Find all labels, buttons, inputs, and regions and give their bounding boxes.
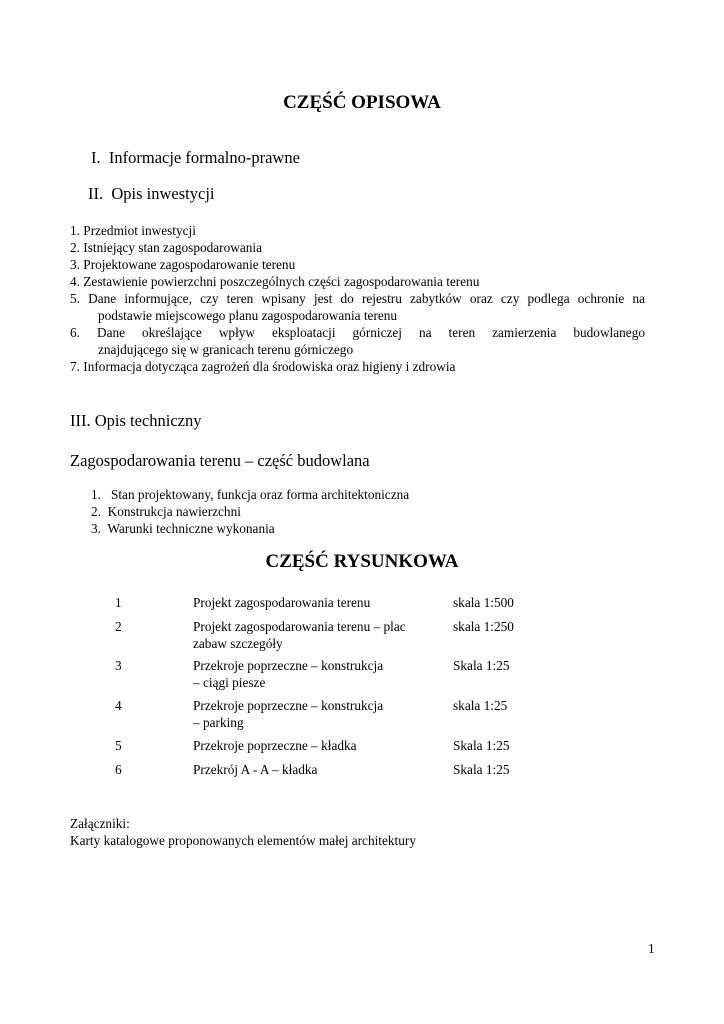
section-3-heading: III. Opis techniczny [70,411,202,430]
drawing-row-desc-cont: – parking [193,715,244,730]
drawing-row-desc: Przekrój A - A – kładka [193,762,318,777]
tech-item-3 [91,520,275,538]
tech-item-label: Warunki techniczne wykonania [107,521,275,536]
attachments-text: Karty katalogowe proponowanych elementów małej architektury [70,833,416,848]
tech-item-2 [91,503,241,521]
drawing-row-desc: Projekt zagospodarowania terenu [193,595,371,610]
drawings-title: CZĘŚĆ RYSUNKOWA [265,551,459,572]
subsection-heading: Zagospodarowania terenu – część budowlana [70,451,370,470]
roman-section-label: Opis inwestycji [111,184,215,203]
drawing-row-scale: skala 1:25 [453,698,508,713]
opis-item-2: 2. Istniejący stan zagospodarowania [70,240,262,255]
opis-item-5-line2: podstawie miejscowego planu zagospodarowania terenu [98,308,398,323]
tech-item-number: 2. [91,504,101,519]
drawing-row-number: 4 [115,698,122,713]
roman-section-1 [91,148,300,168]
drawing-row-number: 2 [115,619,122,634]
drawing-row-scale: Skala 1:25 [453,738,510,753]
attachments-label: Załączniki: [70,816,130,831]
roman-section-2 [88,184,215,204]
drawing-row-desc-cont: zabaw szczegóły [193,636,283,651]
drawing-row-number: 5 [115,738,122,753]
tech-item-label: Konstrukcja nawierzchni [107,504,241,519]
page-number: 1 [648,941,655,956]
opis-item-3: 3. Projektowane zagospodarowanie terenu [70,257,296,272]
opis-item-5-line1: 5. Dane informujące, czy teren wpisany jest do rejestru zabytków oraz czy podlega ochronie na [70,291,645,306]
opis-item-4: 4. Zestawienie powierzchni poszczególnych części zagospodarowania terenu [70,274,480,289]
opis-item-1: 1. Przedmiot inwestycji [70,223,196,238]
drawing-row-number: 3 [115,658,122,673]
drawing-row-scale: skala 1:500 [453,595,514,610]
roman-numeral: I. [91,148,101,167]
tech-item-number: 3. [91,521,101,536]
roman-section-label: Informacje formalno-prawne [108,148,300,167]
drawing-row-desc: Przekroje poprzeczne – konstrukcja [193,658,384,673]
drawing-row-scale: Skala 1:25 [453,762,510,777]
opis-item-6-line2: znajdującego się w granicach terenu górniczego [98,342,354,357]
opis-item-7: 7. Informacja dotycząca zagrożeń dla środowiska oraz higieny i zdrowia [70,359,456,374]
opis-item-6-line1: 6. Dane określające wpływ eksploatacji górniczej na teren zamierzenia budowlanego [70,325,645,340]
page-title: CZĘŚĆ OPISOWA [283,92,441,113]
drawing-row-desc-cont: – ciągi piesze [193,675,266,690]
drawing-row-desc: Projekt zagospodarowania terenu – plac [193,619,406,634]
drawing-row-number: 6 [115,762,122,777]
drawing-row-scale: skala 1:250 [453,619,514,634]
drawing-row-scale: Skala 1:25 [453,658,510,673]
drawing-row-desc: Przekroje poprzeczne – kładka [193,738,357,753]
tech-item-label: Stan projektowany, funkcja oraz forma architektoniczna [110,487,410,502]
tech-item-1 [91,486,409,504]
drawing-row-number: 1 [115,595,122,610]
roman-numeral: II. [88,184,104,203]
tech-item-number: 1. [91,487,101,502]
drawing-row-desc: Przekroje poprzeczne – konstrukcja [193,698,384,713]
